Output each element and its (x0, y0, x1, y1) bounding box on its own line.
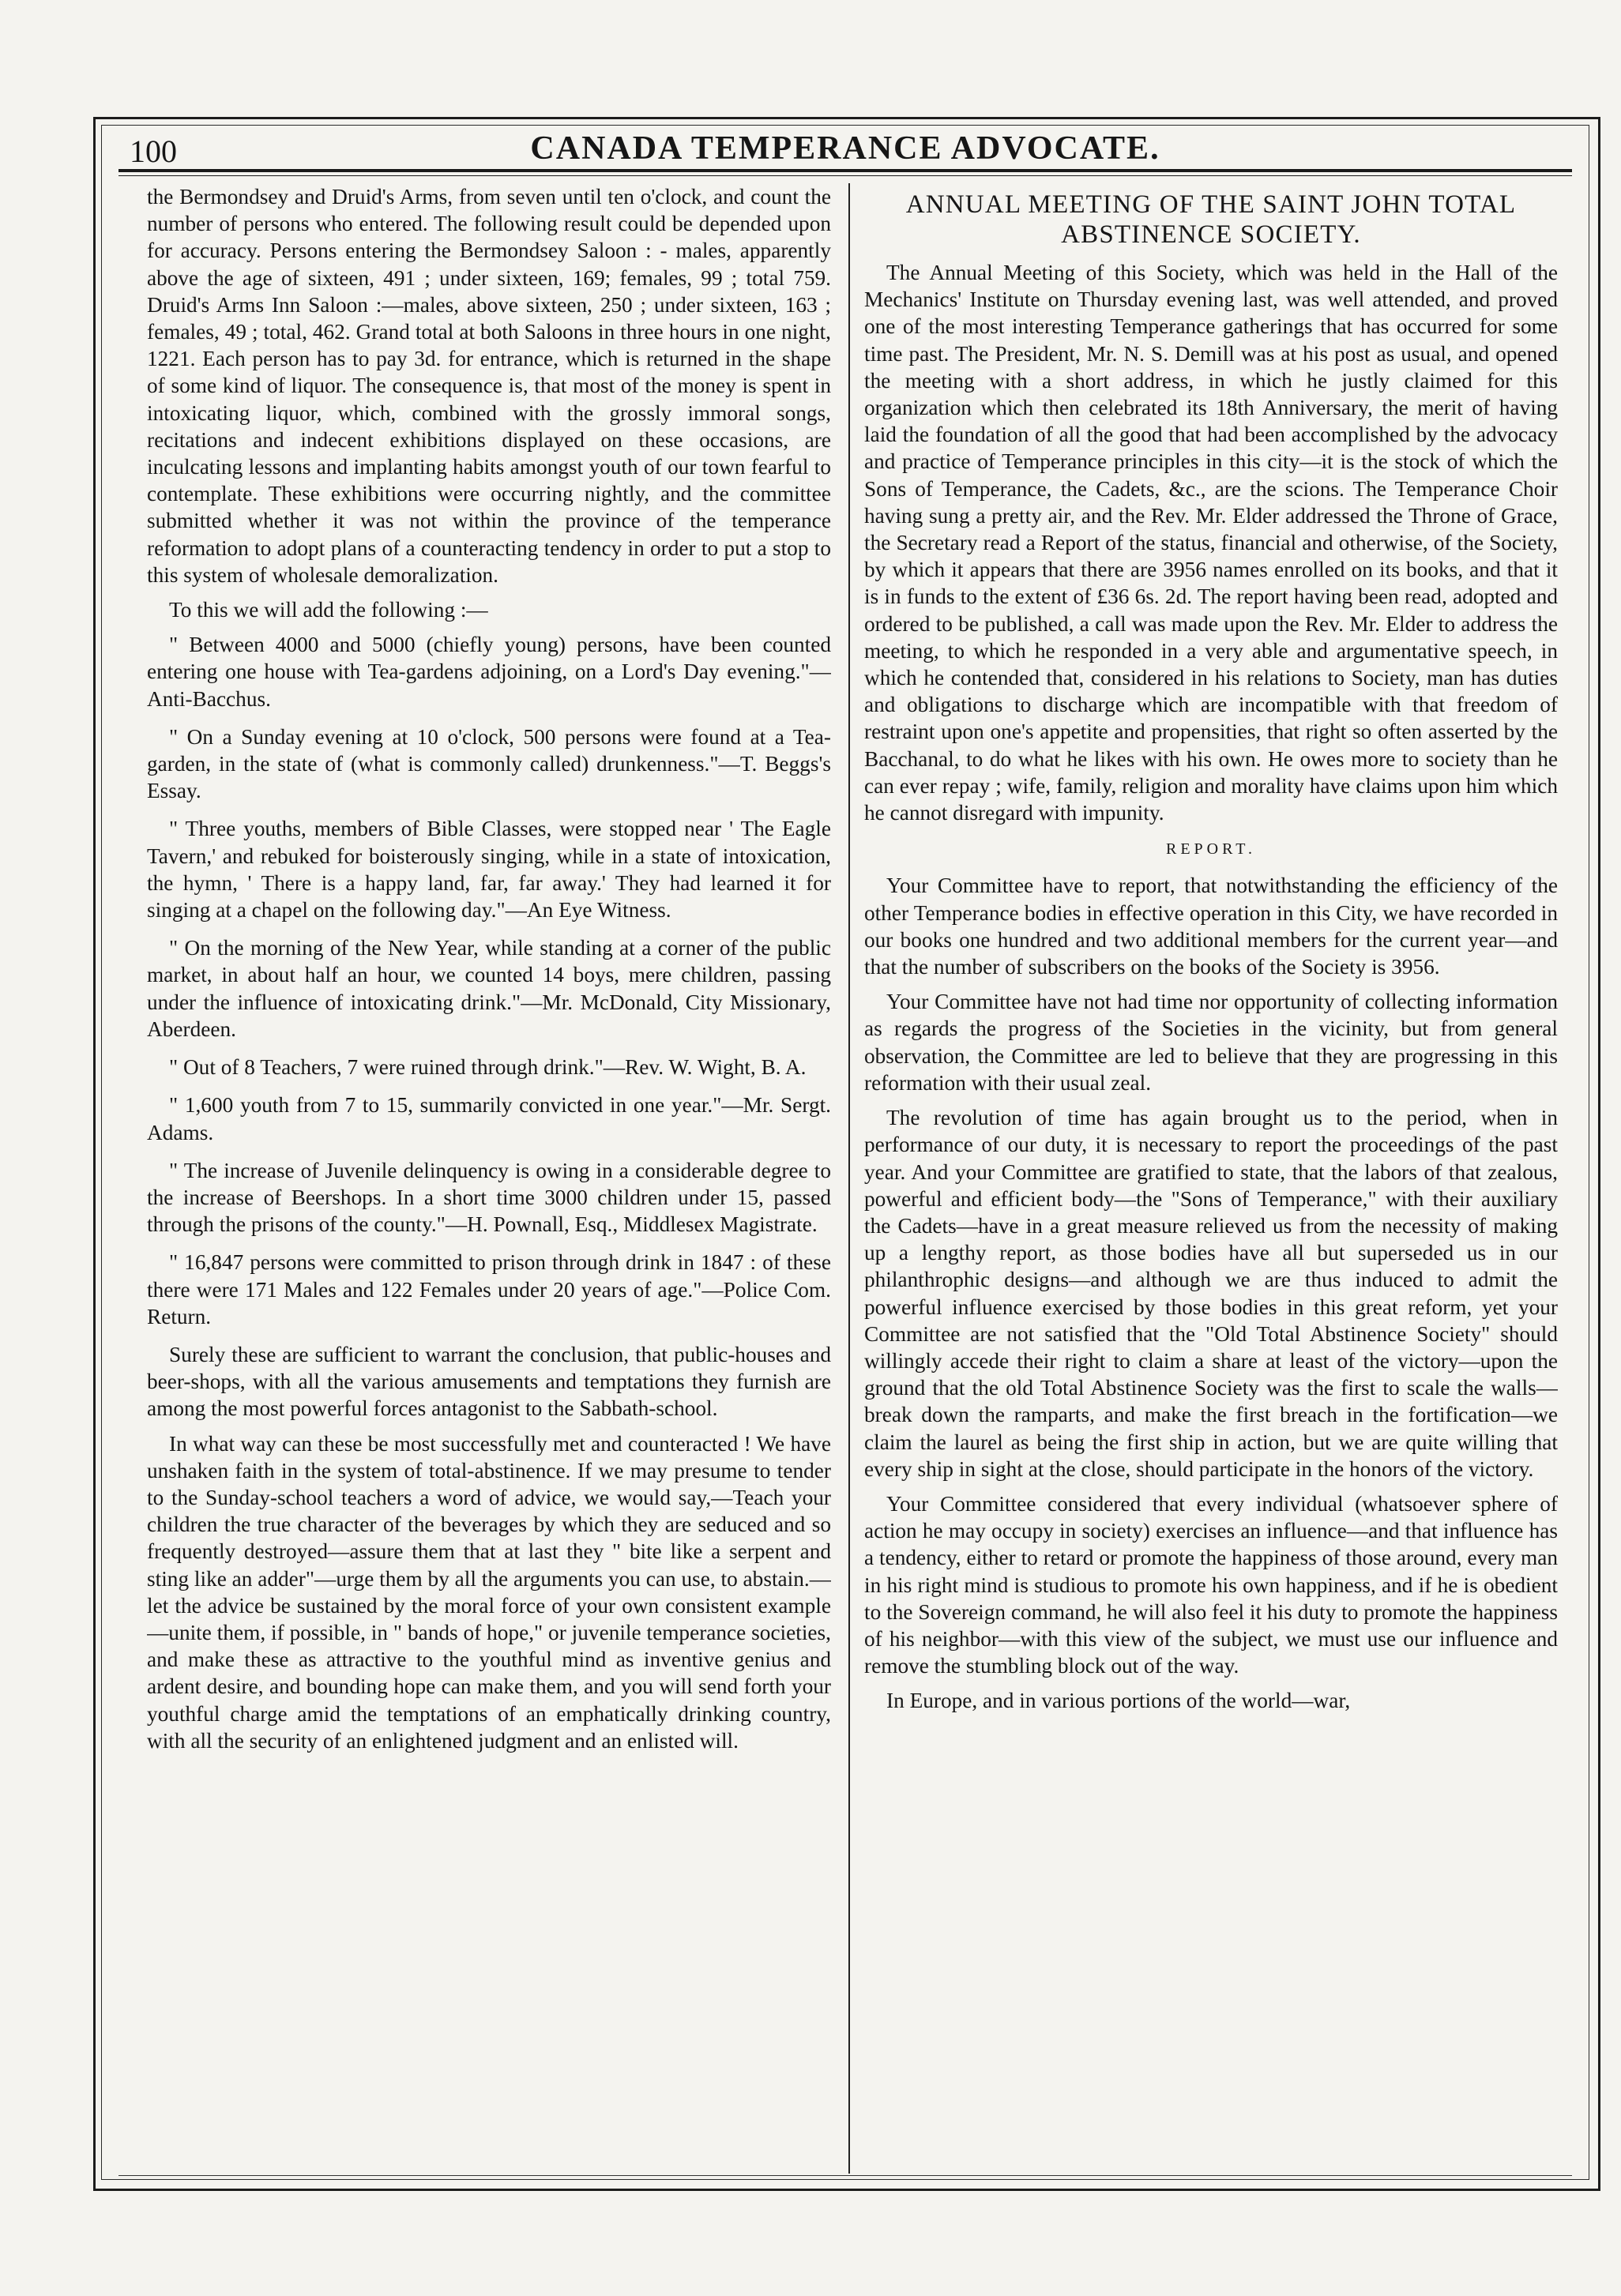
quote-wight: " Out of 8 Teachers, 7 were ruined through drink."—Rev. W. Wight, B. A. (169, 1055, 807, 1080)
bottom-rule (118, 2175, 1572, 2176)
header-rule-thin (118, 175, 1572, 176)
quote-police-return: " 16,847 persons were committed to prison through drink in 1847 : of these there were 171 Males and 122 Females under 20 years of age."—Police Com. Return. (147, 1250, 831, 1328)
left-paragraph-1: the Bermondsey and Druid's Arms, from seven until ten o'clock, and count the number of persons who entered. The following result could be depended upon for accuracy. Persons entering the Bermondsey Saloon : - males, apparently above the age of sixteen, 491 ; under sixteen, 169; females, 99 ; total 759. Druid's Arms Inn Saloon :—males, above sixteen, 250 ; under sixteen, 163 ; females, 49 ; total, 462. Grand total at both Saloons in three hours in one night, 1221. Each person has to pay 3d. for entrance, which is returned in the shape of some kind of liquor. The consequence is, that most of the money is spent in intoxicating liquor, which, combined with the grossly immoral songs, recitations and indecent exhibitions displayed on these occasions, are inculcating lessons and implanting habits amongst youth of our town fearful to contemplate. These exhibitions were occurring nightly, and the committee submitted whether it was not within the province of the temperance reformation to adopt plans of a counteracting tendency in order to put a stop to this system of wholesale demoralization. (147, 185, 831, 587)
quote-pownall: " The increase of Juvenile delinquency is owing in a considerable degree to the increase of Beershops. In a short time 3000 children under 15, passed through the prisons of the county."—H. Pownall, Esq., Middlesex Magistrate. (147, 1158, 831, 1237)
report-paragraph-4: Your Committee considered that every individual (whatsoever sphere of action he may occupy in society) exercises an influence—and that influence has a tendency, either to retard or promote the happiness of those around, every man in his right mind is studious to promote his own happiness, and if he is obedient to the Sovereign command, he will also feel it his duty to promote the happiness of his neighbor—with this view of the subject, we must use our influence and remove the stumbling block out of the way. (864, 1491, 1558, 1678)
header-rule (118, 169, 1572, 172)
quote-eye-witness: " Three youths, members of Bible Classes, were stopped near ' The Eagle Tavern,' and rebuked for boisterously singing, while in a state of intoxication, the hymn, ' There is a happy land, far, far away.' They had learned it for singing at a chapel on the following day."—An Eye Witness. (147, 817, 831, 923)
report-paragraph-3: The revolution of time has again brought us to the period, when in performance of our duty, it is necessary to report the proceedings of the past year. And your Committee are gratified to state, that the labors of that zealous, powerful and efficient body—the "Sons of Temperance," with their auxiliary the Cadets—have in a great measure relieved us from the necessity of making up a lengthy report, as those bodies have all but superseded us in our philanthrophic designs—and although we are thus induced to admit the powerful influence exercised by those bodies in this great reform, yet your Committee are not satisfied that the "Old Total Abstinence Society" should willingly accede their right to claim a share at least of the victory—upon the ground that the old Total Abstinence Society was the first to scale the walls—break down the ramparts, and make the first breach in the fortification—we claim the laurel as being the first ship in action, but we are quite willing that every ship in sight at the close, should participate in the honors of the victory. (864, 1106, 1558, 1481)
quote-adams: " 1,600 youth from 7 to 15, summarily convicted in one year."—Mr. Sergt. Adams. (147, 1093, 831, 1144)
page-number: 100 (130, 133, 177, 169)
right-column (864, 183, 1558, 2174)
left-paragraph-2: To this we will add the following :— (169, 598, 488, 622)
left-column (147, 183, 831, 2174)
report-paragraph-2: Your Committee have not had time nor opportunity of collecting information as regards the progress of the Societies in the vicinity, but from general observation, the Committee are led to believe that they are progressing in this reformation with their usual zeal. (864, 990, 1558, 1095)
article-title: ANNUAL MEETING OF THE SAINT JOHN TOTAL ABSTINENCE SOCIETY. (905, 190, 1517, 249)
quote-beggs-essay: " On a Sunday evening at 10 o'clock, 500 persons were found at a Tea-garden, in the state of (what is commonly called) drunkenness."—T. Beggs's Essay. (147, 724, 831, 803)
report-paragraph-1: Your Committee have to report, that notwithstanding the efficiency of the other Temperance bodies in effective operation in this City, we have recorded in our books one hundred and two additional members for the current year—and that the number of subscribers on the books of the Society is 3956. (864, 874, 1558, 979)
left-paragraph-conclusion: Surely these are sufficient to warrant the conclusion, that public-houses and beer-shops, with all the various amusements and temptations they furnish are among the most powerful forces antagonist to the Sabbath-school. (147, 1342, 831, 1421)
page-header (118, 126, 1572, 174)
quote-mcdonald: " On the morning of the New Year, while standing at a corner of the public market, in about half an hour, we counted 14 boys, mere children, passing under the influence of intoxicating drink."—Mr. McDonald, City Missionary, Aberdeen. (147, 936, 831, 1041)
quote-anti-bacchus: " Between 4000 and 5000 (chiefly young) persons, have been counted entering one house with Tea-gardens adjoining, on a Lord's Day evening."—Anti-Bacchus. (147, 633, 831, 711)
report-paragraph-5: In Europe, and in various portions of the world—war, (886, 1689, 1351, 1713)
left-paragraph-advice: In what way can these be most successfully met and counteracted ! We have unshaken faith in the system of total-abstinence. If we may presume to tender to the Sunday-school teachers a word of advice, we would say,—Teach your children the true character of the beverages by which they are seduced and so frequently destroyed—assure them that at last they " bite like a serpent and sting like an adder"—urge them by all the arguments you can use, to abstain.—let the advice be sustained by the moral force of your own consistent example—unite them, if possible, in " bands of hope," or juvenile temperance societies, and make these as attractive to the youthful mind as inventive genius and ardent desire, and bounding hope can make them, and you will send forth your youthful charge amid the temptations of an emphatically drinking country, with all the security of an enlightened judgment and an enlisted will. (147, 1431, 831, 1753)
column-divider (848, 183, 850, 2174)
report-heading: REPORT. (1166, 840, 1256, 859)
right-paragraph-meeting: The Annual Meeting of this Society, which was held in the Hall of the Mechanics' Institute on Thursday evening last, was well attended, and proved one of the most interesting Temperance gatherings that has occurred for some time past. The President, Mr. N. S. Demill was at his post as usual, and opened the meeting with a short address, in which he justly claimed for this organization which then celebrated its 18th Anniversary, the merit of having laid the foundation of all the good that had been accomplished by the advocacy and practice of Temperance principles in this city—it is the stock of which the Sons of Temperance, the Cadets, &c., are the scions. The Temperance Choir having sung a pretty air, and the Rev. Mr. Elder addressed the Throne of Grace, the Secretary read a Report of the status, financial and otherwise, of the Society, by which it appears that there are 3956 names enrolled on its books, and that it is in funds to the extent of £36 6s. 2d. The report having been read, adopted and ordered to be published, a call was made upon the Rev. Mr. Elder to address the meeting, to which he responded in a very able and argumentative speech, in which he contended that, considered in his relations to Society, man has duties and obligations to discharge which are incompatible with that freedom of restraint upon one's appetite and propensities, that right so often asserted by the Bacchanal, to do what he likes with his own. He owes more to society than he can ever repay ; wife, family, religion and morality have claims upon him which he cannot disregard with impunity. (864, 261, 1558, 825)
running-title: CANADA TEMPERANCE ADVOCATE. (530, 130, 1160, 167)
